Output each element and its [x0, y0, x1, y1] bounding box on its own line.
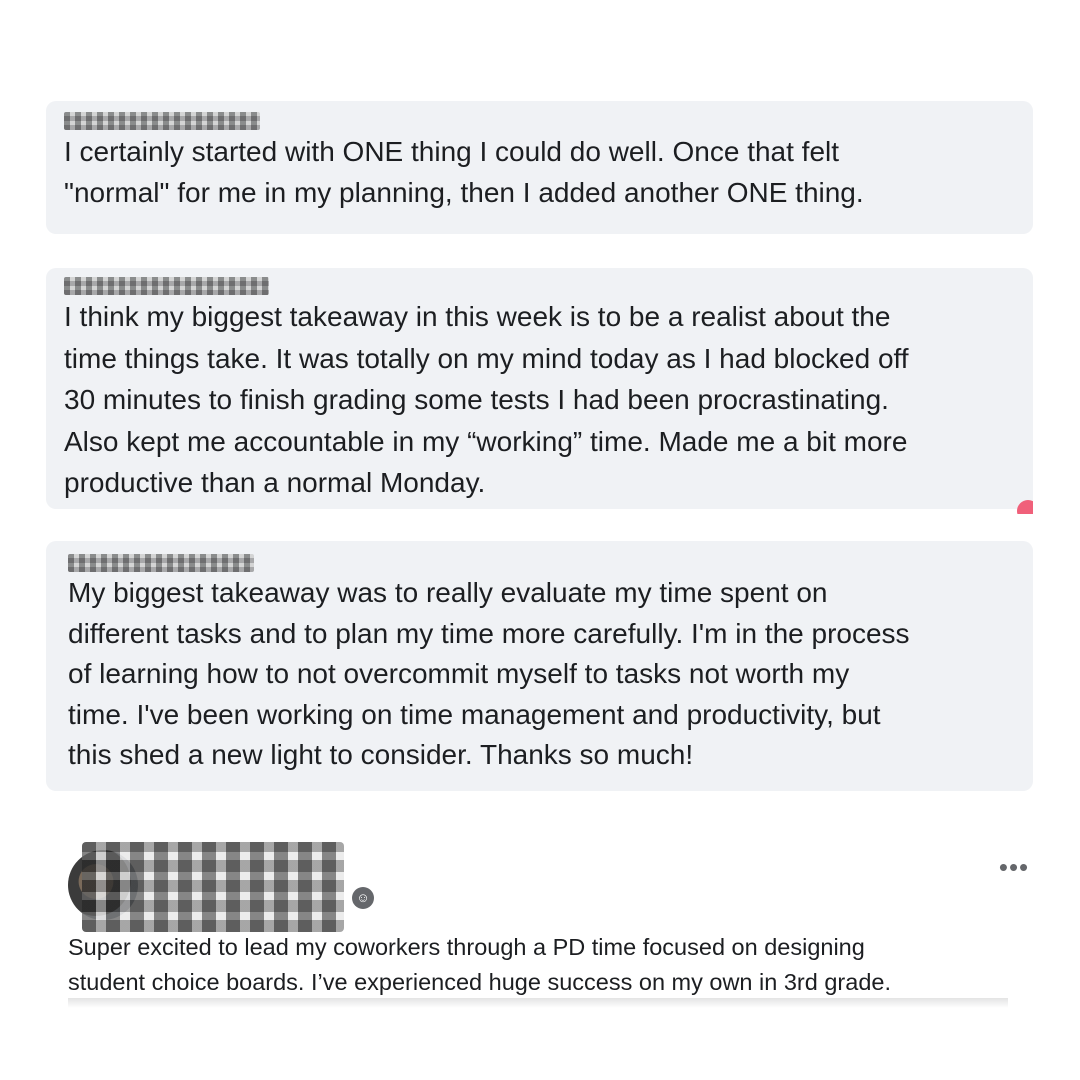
comment-text: I think my biggest takeaway in this week is to be a realist about the time things take. It was totally on my mind today as I had blocked off 30 minutes to finish grading some tests I had been procrastinating. Also kept me accountable in my “working” time. Made me a bit more productive than a normal Monday.: [64, 301, 909, 498]
comment-bubble: [46, 541, 1033, 791]
comment-author[interactable]: [68, 551, 254, 573]
post-author[interactable]: [82, 842, 344, 932]
reaction-icon[interactable]: [1017, 500, 1039, 522]
truncated-text-fade: [68, 998, 1008, 1008]
redacted-name-blur: [64, 112, 260, 130]
redacted-name-blur: [64, 277, 269, 295]
more-options-button[interactable]: •••: [998, 852, 1030, 882]
comment-bubble: [46, 101, 1033, 234]
friends-icon[interactable]: ☺: [352, 887, 374, 909]
comment-author[interactable]: [64, 109, 260, 131]
comment-text: My biggest takeaway was to really evaluate my time spent on different tasks and to plan my time more carefully. I'm in the process of learning how to not overcommit myself to tasks not worth my time. I've been working on time management and productivity, but this shed a new light to consider. Thanks so much!: [68, 577, 910, 770]
comment-author[interactable]: [64, 274, 269, 296]
redacted-name-blur: [68, 554, 254, 572]
comment-bubble: [46, 268, 1033, 509]
post-text: Super excited to lead my coworkers through a PD time focused on designing student choice boards. I’ve experienced huge success on my own in 3rd grade.: [68, 934, 891, 995]
feed-post: [0, 820, 1080, 1080]
comment-text: I certainly started with ONE thing I could do well. Once that felt "normal" for me in my planning, then I added another ONE thing.: [64, 136, 864, 208]
